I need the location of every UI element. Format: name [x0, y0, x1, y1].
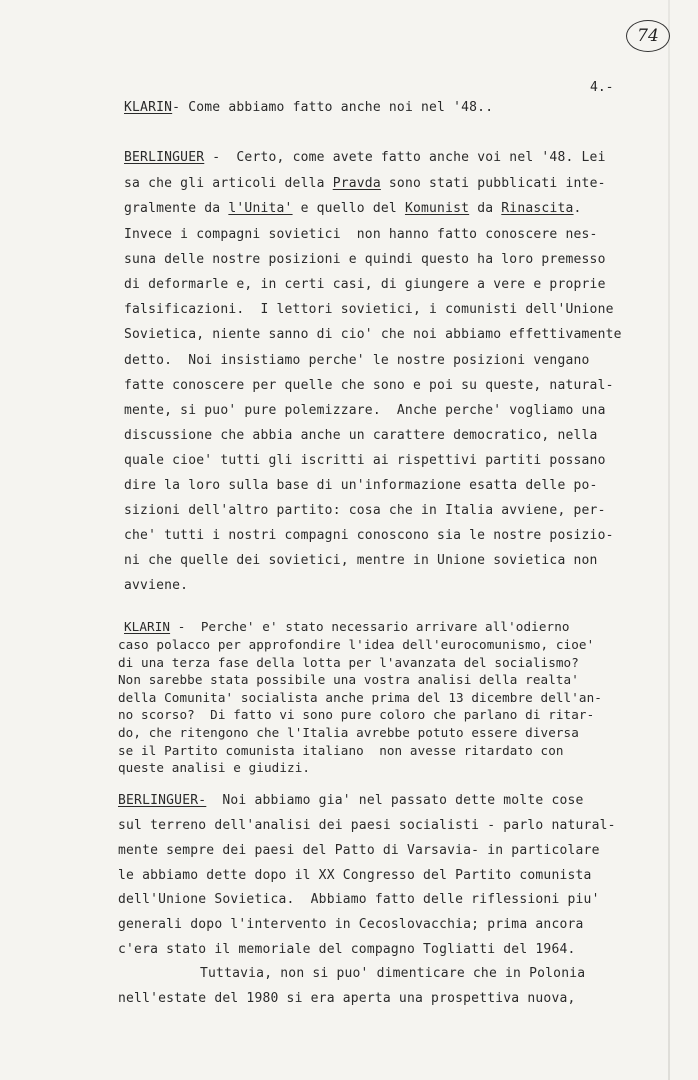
text-line: le abbiamo dette dopo il XX Congresso del Partito comunista [118, 867, 592, 883]
answer-1-line: BERLINGUER - Certo, come avete fatto anche voi nel '48. Lei [124, 150, 606, 165]
text-line: sizioni dell'altro partito: cosa che in Italia avviene, per- [124, 503, 606, 519]
text-line: dire la loro sulla base di un'informazione esatta delle po- [124, 478, 598, 493]
rinascita-reference: Rinascita [501, 201, 574, 216]
text-line: generali dopo l'intervento in Cecoslovacchia; prima ancora [118, 917, 584, 933]
text-line: quale cioe' tutti gli iscritti ai rispettivi partiti possano [124, 452, 606, 468]
unita-reference: l'Unita' [228, 201, 293, 216]
question-1 [124, 100, 493, 115]
text-line: mente sempre dei paesi del Patto di Varsavia- in particolare [118, 842, 600, 858]
circled-page-number-text: 74 [637, 26, 659, 46]
text-line: di deformarle e, in certi casi, di giungere a vere e proprie [124, 277, 606, 293]
text-line: avviene. [124, 578, 189, 594]
answer-2: BERLINGUER- Noi abbiamo gia' nel passato dette molte cose [118, 793, 584, 808]
pravda-reference: Pravda [332, 176, 381, 191]
text-line: ni che quelle dei sovietici, mentre in Unione sovietica non [124, 553, 598, 569]
page-edge-shadow [668, 0, 670, 1080]
text-line: mente, si puo' pure polemizzare. Anche perche' vogliamo una [124, 402, 606, 418]
text-line: sul terreno dell'analisi dei paesi socialisti - parlo natural- [118, 818, 616, 833]
text-line: suna delle nostre posizioni e quindi questo ha loro premesso [124, 252, 606, 268]
answer-2-last-line: nell'estate del 1980 si era aperta una prospettiva nuova, [118, 991, 576, 1006]
text-line: falsificazioni. I lettori sovietici, i comunisti dell'Unione [124, 302, 614, 318]
text-line: caso polacco per approfondire l'idea dell'eurocomunismo, cioe' [118, 637, 595, 652]
text-line: Sovietica, niente sanno di cio' che noi abbiamo effettivamente [124, 327, 622, 343]
komunist-reference: Komunist [404, 201, 470, 216]
text-line: di una terza fase della lotta per l'avanzata del socialismo? [118, 654, 579, 670]
answer-1-line: sa che gli articoli della Pravda sono stati pubblicati inte- [124, 176, 606, 191]
text-line: fatte conoscere per quelle che sono e poi su queste, natural- [124, 377, 614, 393]
question-1-text: - Come abbiamo fatto anche noi nel '48.. [172, 100, 494, 115]
text-line: Invece i compagni sovietici non hanno fatto conoscere nes- [124, 227, 598, 242]
speaker-klarin: KLARIN [124, 100, 173, 115]
page-number: 4.- [590, 80, 614, 95]
text-line: della Comunita' socialista anche prima del 13 dicembre dell'an- [118, 689, 602, 705]
speaker-klarin: KLARIN [124, 619, 171, 634]
text-line: c'era stato il memoriale del compagno Togliatti del 1964. [118, 942, 576, 957]
speaker-berlinguer: BERLINGUER [124, 150, 205, 165]
text-line: Non sarebbe stata possibile una vostra analisi della realta' [118, 672, 579, 688]
text-line: se il Partito comunista italiano non avesse ritardato con [118, 742, 564, 758]
text-line: detto. Noi insistiamo perche' le nostre posizioni vengano [124, 352, 590, 368]
circled-page-number [626, 20, 670, 52]
text-line: do, che ritengono che l'Italia avrebbe potuto essere diversa [118, 725, 579, 740]
speaker-berlinguer: BERLINGUER- [118, 793, 207, 808]
answer-2-indented-line: Tuttavia, non si puo' dimenticare che in Polonia [200, 966, 586, 981]
text-line: queste analisi e giudizi. [118, 760, 311, 776]
text-line: dell'Unione Sovietica. Abbiamo fatto delle riflessioni piu' [118, 892, 600, 908]
answer-1-line: gralmente da l'Unita' e quello del Komunist da Rinascita. [124, 201, 582, 216]
text-line: no scorso? Di fatto vi sono pure coloro che parlano di ritar- [118, 707, 595, 723]
question-2: KLARIN - Perche' e' stato necessario arrivare all'odierno [124, 619, 570, 634]
text-line: che' tutti i nostri compagni conoscono sia le nostre posizio- [124, 528, 614, 544]
text-line: discussione che abbia anche un carattere democratico, nella [124, 427, 598, 443]
